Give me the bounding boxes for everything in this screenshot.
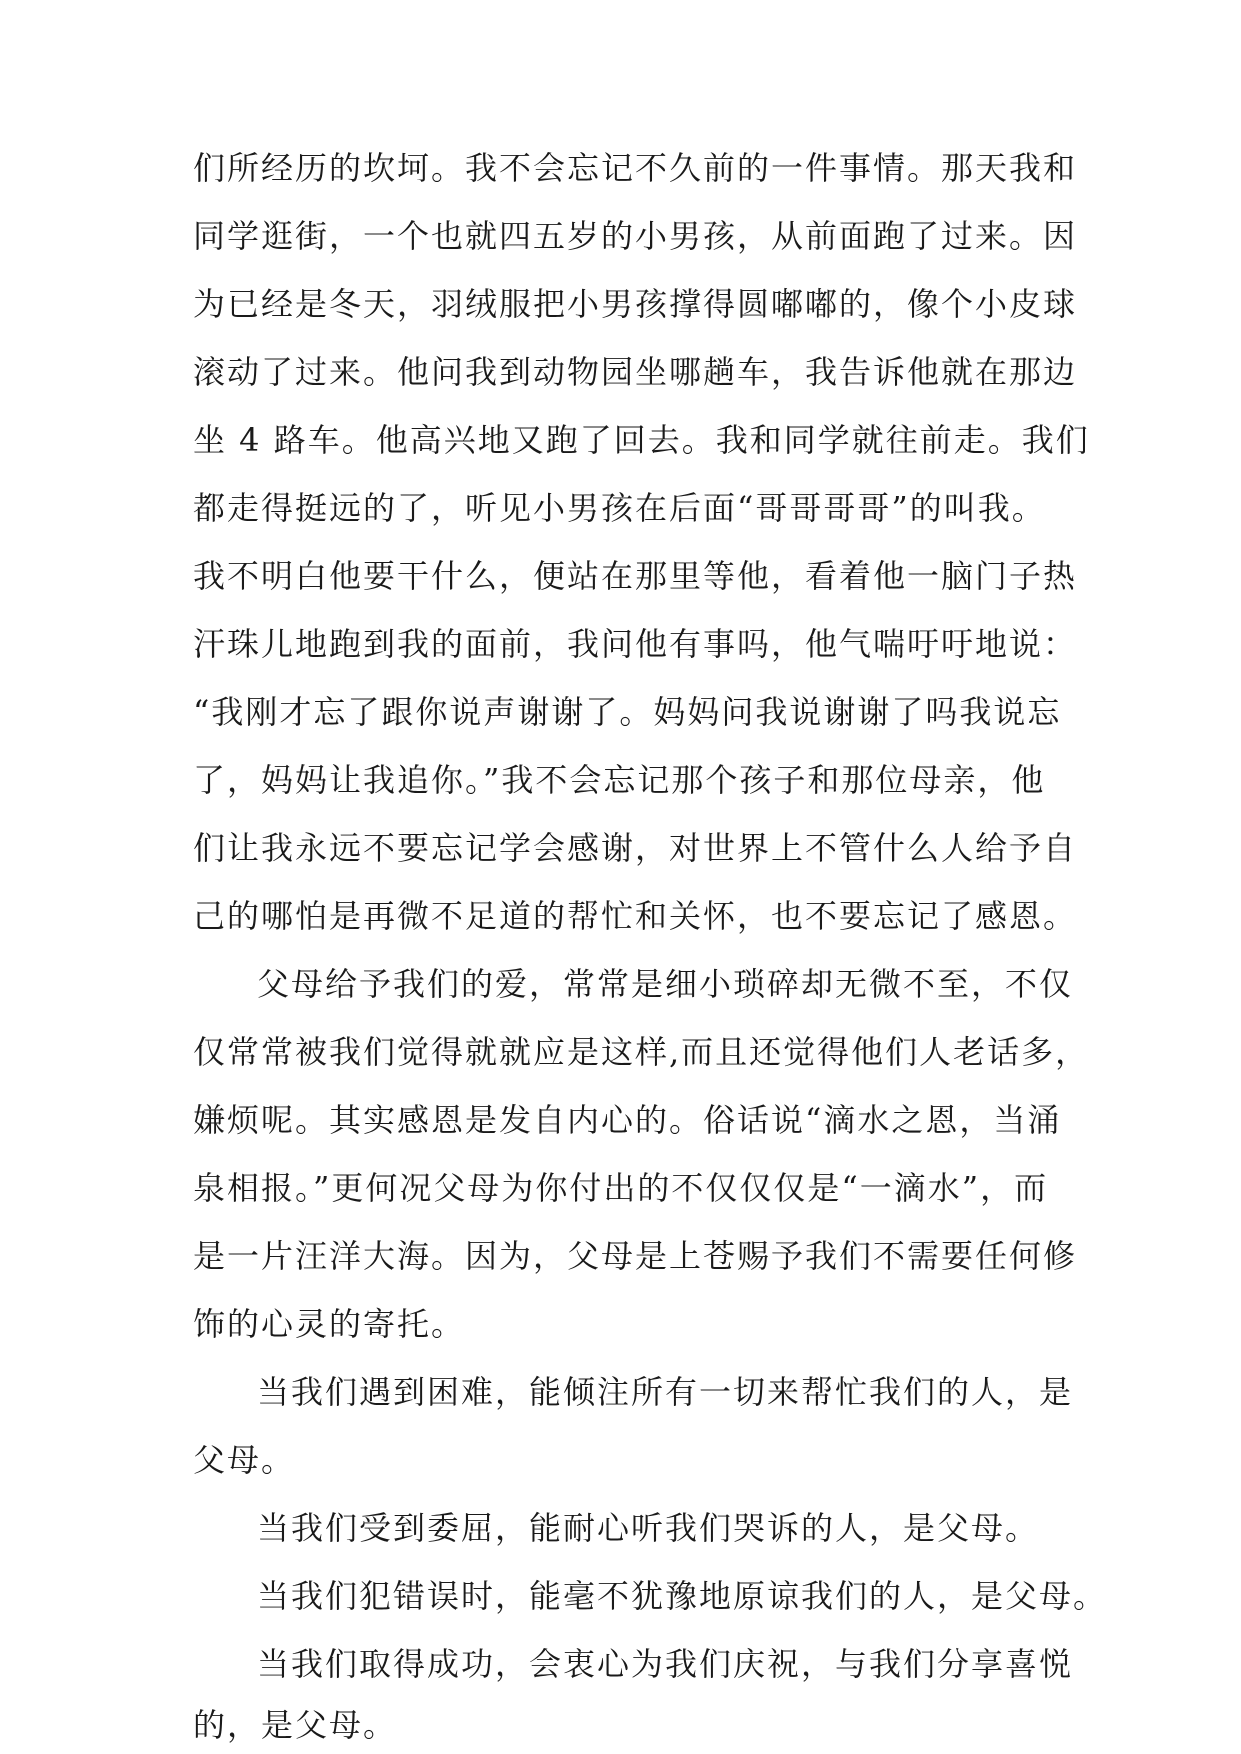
paragraph-first-line: 当我们犯错误时，能毫不犹豫地原谅我们的人，是父母。	[257, 1577, 1108, 1615]
text-line: 汗珠儿地跑到我的面前，我问他有事吗，他气喘吁吁地说：	[193, 625, 1078, 663]
text-line: 己的哪怕是再微不足道的帮忙和关怀，也不要忘记了感恩。	[193, 897, 1078, 935]
text-line: 嫌烦呢。其实感恩是发自内心的。俗话说“滴水之恩，当涌	[193, 1101, 1062, 1139]
text-line: 是一片汪洋大海。因为，父母是上苍赐予我们不需要任何修	[193, 1237, 1078, 1275]
text-line: 的，是父母。	[193, 1706, 398, 1744]
paragraph-first-line: 父母给予我们的爱，常常是细小琐碎却无微不至，不仅	[257, 965, 1074, 1003]
paragraph-first-line: 当我们遇到困难，能倾注所有一切来帮忙我们的人，是	[257, 1373, 1074, 1411]
text-line: 们所经历的坎坷。我不会忘记不久前的一件事情。那天我和	[193, 149, 1078, 187]
text-line: 我不明白他要干什么，便站在那里等他，看着他一脑门子热	[193, 557, 1078, 595]
text-line: 了，妈妈让我追你。”我不会忘记那个孩子和那位母亲，他	[193, 761, 1046, 799]
paragraph-first-line: 当我们受到委屈，能耐心听我们哭诉的人，是父母。	[257, 1509, 1040, 1547]
text-line: 们让我永远不要忘记学会感谢，对世界上不管什么人给予自	[193, 829, 1078, 867]
text-line: 同学逛街，一个也就四五岁的小男孩，从前面跑了过来。因	[193, 217, 1078, 255]
text-line: 仅常常被我们觉得就就应是这样,而且还觉得他们人老话多，	[193, 1033, 1090, 1071]
text-line: 为已经是冬天，羽绒服把小男孩撑得圆嘟嘟的，像个小皮球	[193, 285, 1078, 323]
paragraph-first-line: 当我们取得成功，会衷心为我们庆祝，与我们分享喜悦	[257, 1645, 1074, 1683]
text-line: 父母。	[193, 1441, 296, 1479]
text-line: 坐 4 路车。他高兴地又跑了回去。我和同学就往前走。我们	[193, 421, 1090, 459]
text-line: 泉相报。”更何况父母为你付出的不仅仅仅是“一滴水”，而	[193, 1169, 1049, 1207]
text-line: 滚动了过来。他问我到动物园坐哪趟车，我告诉他就在那边	[193, 353, 1078, 391]
text-line: “我刚才忘了跟你说声谢谢了。妈妈问我说谢谢了吗我说忘	[193, 693, 1062, 731]
text-line: 饰的心灵的寄托。	[193, 1305, 466, 1343]
text-line: 都走得挺远的了，听见小男孩在后面“哥哥哥哥”的叫我。	[193, 489, 1046, 527]
